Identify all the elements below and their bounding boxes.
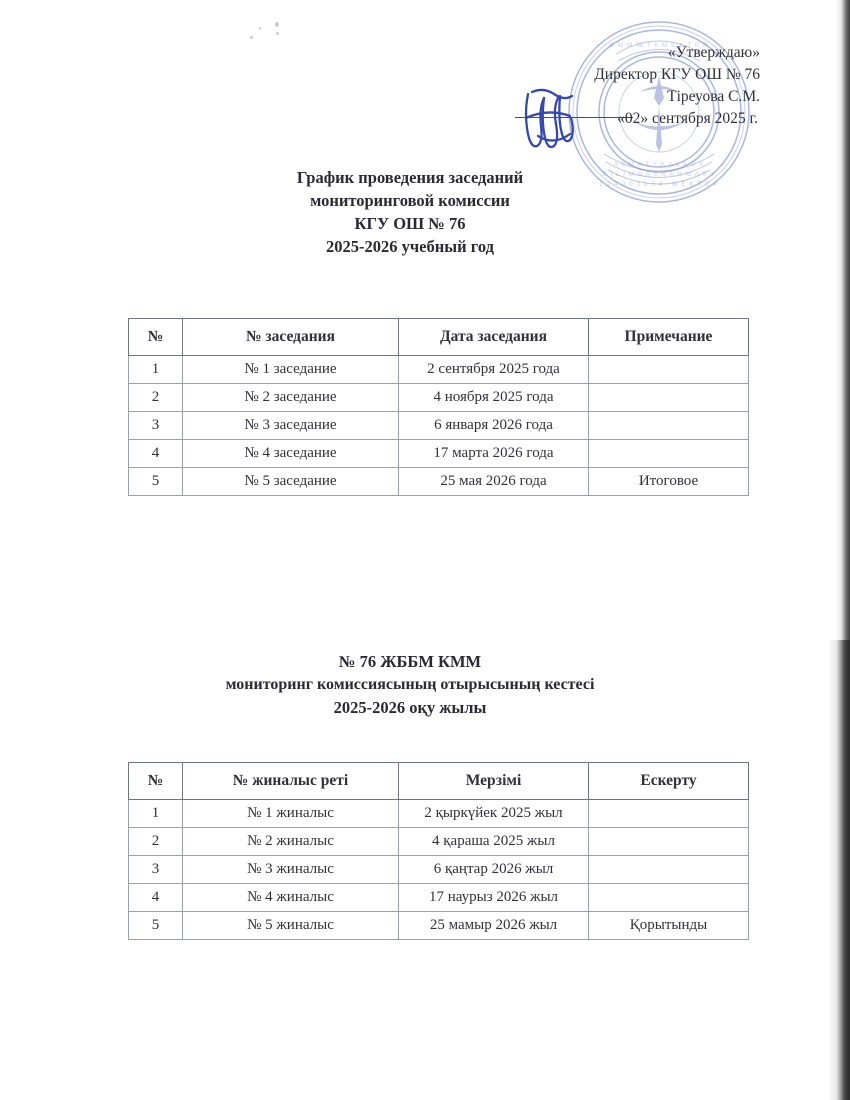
kz-cell-session: № 5 жиналыс (183, 912, 399, 940)
ru-cell-note (589, 384, 749, 412)
ru-cell-note (589, 356, 749, 384)
table-row (129, 356, 749, 384)
kz-cell-index: 5 (129, 912, 183, 940)
ru-cell-session: № 1 заседание (183, 356, 399, 384)
table-row (129, 856, 749, 884)
ru-cell-index: 2 (129, 384, 183, 412)
kz-cell-index: 3 (129, 856, 183, 884)
kz-cell-session: № 1 жиналыс (183, 800, 399, 828)
kz-header-index: № (129, 763, 183, 800)
ru-cell-date: 6 января 2026 года (399, 412, 589, 440)
ru-table-header-row (129, 319, 749, 356)
approval-director-name: Тіреуова С.М. (667, 88, 760, 105)
ru-cell-index: 3 (129, 412, 183, 440)
kz-cell-note (589, 856, 749, 884)
svg-text:B I L I M B A S K A R M A S: B I L I M B A S K A R M A S Y (602, 171, 716, 178)
kz-header-session: № жиналыс реті (183, 763, 399, 800)
kz-cell-note (589, 828, 749, 856)
table-row (129, 884, 749, 912)
table-row (129, 412, 749, 440)
ru-cell-date: 4 ноября 2025 года (399, 384, 589, 412)
ru-header-session: № заседания (183, 319, 399, 356)
kz-cell-date: 4 қараша 2025 жыл (399, 828, 589, 856)
ru-cell-index: 1 (129, 356, 183, 384)
approval-date-line: «02» сентября 2025 г. (617, 110, 758, 127)
kz-cell-date: 25 мамыр 2026 жыл (399, 912, 589, 940)
table-row (129, 912, 749, 940)
approval-director-line: Директор КГУ ОШ № 76 (594, 66, 760, 83)
kz-cell-date: 17 наурыз 2026 жыл (399, 884, 589, 912)
kz-cell-note (589, 884, 749, 912)
ru-cell-note (589, 412, 749, 440)
ru-cell-session: № 4 заседание (183, 440, 399, 468)
table-row (129, 384, 749, 412)
kz-cell-index: 2 (129, 828, 183, 856)
kz-document-title (0, 650, 820, 719)
table-row (129, 800, 749, 828)
table-row (129, 440, 749, 468)
ru-cell-note: Итоговое (589, 468, 749, 496)
kz-cell-index: 1 (129, 800, 183, 828)
approval-block (470, 42, 760, 130)
svg-text:K M M № 7 6 M E K T E P: K M M № 7 6 M E K T E P (609, 42, 709, 49)
scan-edge-shadow (836, 0, 850, 1100)
approval-word: «Утверждаю» (667, 44, 760, 61)
ru-cell-date: 17 марта 2026 года (399, 440, 589, 468)
ru-cell-date: 25 мая 2026 года (399, 468, 589, 496)
ru-cell-note (589, 440, 749, 468)
kz-header-note: Ескерту (589, 763, 749, 800)
kz-title-line-1: № 76 ЖББМ КММ (338, 652, 482, 671)
table-row (129, 828, 749, 856)
svg-text:2 2 4 0 0 0 2 5 4 · M E K T E: 2 2 4 0 0 0 2 5 4 · M E K T E P (599, 181, 719, 188)
kz-title-line-2: мониторинг комиссиясының отырысының кестесі (225, 676, 595, 693)
scan-edge-shadow-lower (828, 640, 850, 1100)
kz-header-date: Мерзімі (399, 763, 589, 800)
ru-title-line-3: КГУ ОШ № 76 (354, 214, 466, 233)
kz-cell-session: № 4 жиналыс (183, 884, 399, 912)
svg-text:A L M A T Y K A L A S Y: A L M A T Y K A L A S Y (613, 161, 705, 168)
kz-cell-date: 6 қаңтар 2026 жыл (399, 856, 589, 884)
kz-cell-note (589, 800, 749, 828)
ru-cell-session: № 2 заседание (183, 384, 399, 412)
kz-title-line-3: 2025-2026 оқу жылы (333, 698, 487, 717)
kz-cell-session: № 3 жиналыс (183, 856, 399, 884)
ru-header-date: Дата заседания (399, 319, 589, 356)
kz-schedule-table (128, 762, 749, 940)
ru-title-line-1: График проведения заседаний (296, 168, 524, 187)
ru-title-line-4: 2025-2026 учебный год (326, 237, 494, 256)
ru-cell-index: 5 (129, 468, 183, 496)
ru-schedule-table (128, 318, 749, 496)
ru-header-note: Примечание (589, 319, 749, 356)
ru-header-index: № (129, 319, 183, 356)
scan-speckles (248, 18, 294, 44)
kz-cell-index: 4 (129, 884, 183, 912)
table-row (129, 468, 749, 496)
ru-cell-index: 4 (129, 440, 183, 468)
kz-cell-date: 2 қыркүйек 2025 жыл (399, 800, 589, 828)
kz-table-header-row (129, 763, 749, 800)
ru-title-line-2: мониторинговой комиссии (310, 191, 510, 210)
ru-cell-session: № 5 заседание (183, 468, 399, 496)
ru-cell-date: 2 сентября 2025 года (399, 356, 589, 384)
kz-cell-note: Қорытынды (589, 912, 749, 940)
ru-cell-session: № 3 заседание (183, 412, 399, 440)
ru-document-title (0, 166, 820, 258)
kz-cell-session: № 2 жиналыс (183, 828, 399, 856)
